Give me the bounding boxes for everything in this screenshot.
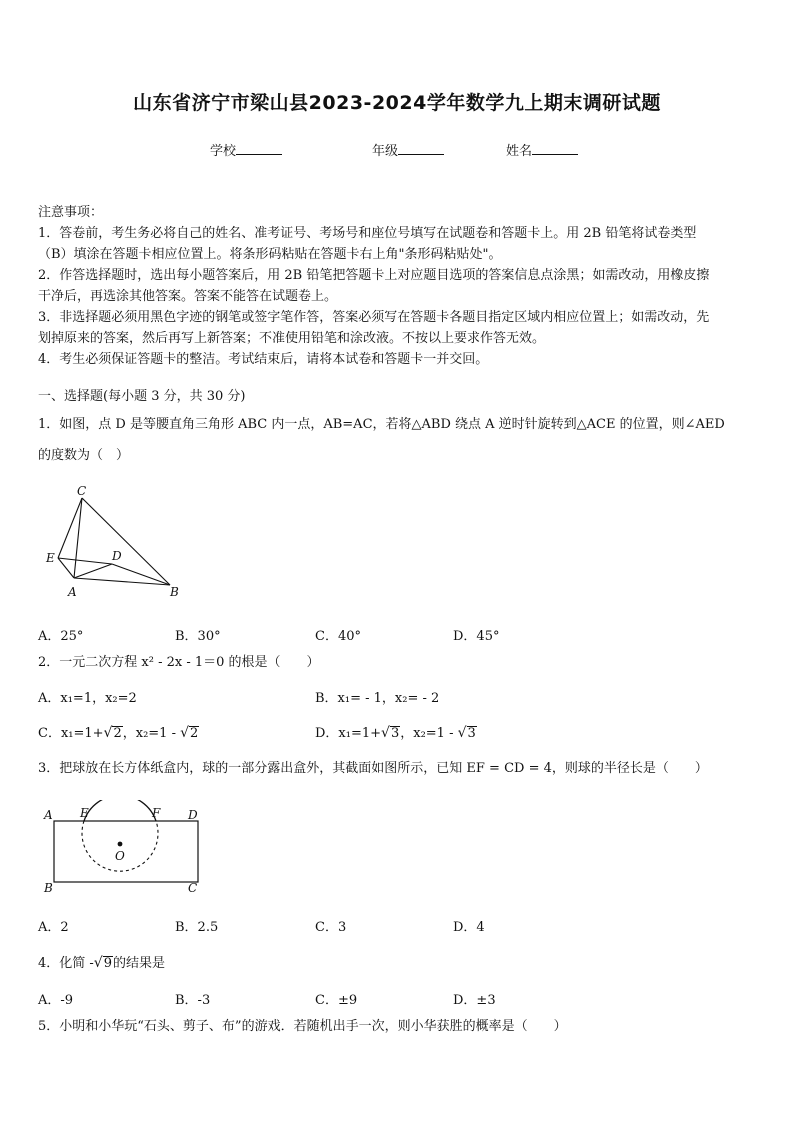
label-d: D [188, 808, 198, 822]
label-c: C [188, 881, 198, 895]
grade-blank [398, 142, 444, 155]
q1-triangle-figure [40, 484, 190, 602]
section-heading: 一、选择题(每小题 3 分，共 30 分) [38, 389, 246, 404]
q4-stem-prefix: 4．化简 - [38, 956, 94, 971]
school-label: 学校 [210, 144, 237, 159]
q1-stem-line2: 的度数为（ ） [38, 448, 130, 463]
q2-option-c[interactable] [38, 722, 199, 741]
segment-ad [74, 564, 112, 578]
note-line: 划掉原来的答案，然后再写上新答案；不准使用铅笔和涂改液。不按以上要求作答无效。 [38, 331, 546, 346]
label-o: O [115, 849, 125, 863]
grade-label: 年级 [372, 144, 399, 159]
note-line: （B）填涂在答题卡相应位置上。将条形码粘贴在答题卡右上角"条形码粘贴处"。 [38, 247, 502, 262]
q4-option-b[interactable]: B．-3 [175, 993, 211, 1008]
page-title: 山东省济宁市梁山县2023-2024学年数学九上期末调研试题 [133, 92, 661, 114]
sqrt-icon: √ [180, 725, 190, 741]
name-field [506, 140, 578, 159]
q3-stem: 3．把球放在长方体纸盒内，球的一部分露出盒外，其截面如图所示，已知 EF = CD = 4，则球的半径长是（ ） [38, 761, 708, 776]
q1-stem-line1: 1．如图，点 D 是等腰直角三角形 ABC 内一点，AB=AC，若将△ABD 绕点 A 逆时针旋转到△ACE 的位置，则∠AED [38, 417, 725, 432]
center-point-o [118, 842, 123, 847]
label-d: D [112, 549, 122, 563]
q4-stem [38, 952, 165, 971]
q3-option-d[interactable]: D．4 [453, 920, 485, 935]
q2-stem: 2．一元二次方程 x² - 2x - 1＝0 的根是（ ） [38, 655, 320, 670]
school-blank [236, 142, 282, 155]
sqrt-icon: √ [93, 955, 103, 971]
segment-ca [74, 498, 82, 578]
q4-option-a[interactable]: A．-9 [38, 993, 74, 1008]
q4-radicand: 9 [103, 956, 112, 971]
q2-option-a[interactable]: A．x₁=1，x₂=2 [38, 691, 137, 706]
name-blank [532, 142, 578, 155]
q2-c-radicand1: 2 [113, 726, 122, 741]
label-c: C [77, 484, 87, 498]
note-line: 3．非选择题必须用黑色字迹的钢笔或签字笔作答，答案必须写在答题卡各题目指定区域内相应位置上；如需改动，先 [38, 310, 710, 325]
q1-option-d[interactable]: D．45° [453, 629, 500, 644]
note-line: 4．考生必须保证答题卡的整洁。考试结束后，请将本试卷和答题卡一并交回。 [38, 352, 489, 367]
segment-cb [82, 498, 170, 585]
ball-arc-outside [84, 800, 156, 821]
segment-ed [58, 558, 112, 564]
segment-ab [74, 578, 170, 585]
note-line: 2．作答选择题时，选出每小题答案后，用 2B 铅笔把答题卡上对应题目选项的答案信息点涂黑；如需改动，用橡皮擦 [38, 268, 710, 283]
segment-ea [58, 558, 74, 578]
q2-option-d[interactable] [315, 722, 477, 741]
q1-option-b[interactable]: B．30° [175, 629, 221, 644]
segment-ce [58, 498, 82, 558]
q3-option-b[interactable]: B．2.5 [175, 920, 219, 935]
q2-c-middle: ，x₂=1 - [122, 726, 181, 741]
q4-option-d[interactable]: D．±3 [453, 993, 496, 1008]
label-e: E [80, 806, 89, 820]
sqrt-icon: √ [381, 725, 390, 741]
q1-option-c[interactable]: C．40° [315, 629, 361, 644]
label-a: A [44, 808, 53, 822]
q2-option-b[interactable]: B．x₁= - 1，x₂= - 2 [315, 691, 440, 706]
grade-field [372, 140, 444, 159]
q1-option-a[interactable]: A．25° [38, 629, 84, 644]
q2-d-radicand1: 3 [390, 726, 400, 741]
school-field [210, 140, 282, 159]
label-f: F [152, 806, 161, 820]
q5-stem: 5．小明和小华玩“石头、剪子、布”的游戏．若随机出手一次，则小华获胜的概率是（ ） [38, 1019, 567, 1034]
q2-d-radicand2: 3 [467, 726, 476, 741]
note-line: 干净后，再选涂其他答案。答案不能答在试题卷上。 [38, 289, 338, 304]
q3-option-c[interactable]: C．3 [315, 920, 347, 935]
q2-d-middle: ，x₂=1 - [400, 726, 458, 741]
label-e: E [46, 551, 55, 565]
q3-option-a[interactable]: A．2 [38, 920, 69, 935]
label-b: B [44, 881, 53, 895]
label-b: B [170, 585, 179, 599]
q3-box-ball-figure [40, 800, 210, 896]
q4-stem-suffix: 的结果是 [113, 956, 166, 971]
sqrt-icon: √ [103, 725, 113, 741]
q2-c-radicand2: 2 [190, 726, 199, 741]
note-line: 1．答卷前，考生务必将自己的姓名、准考证号、考场号和座位号填写在试题卷和答题卡上。用 2B 铅笔将试卷类型 [38, 226, 697, 241]
q2-d-prefix: D．x₁=1+ [315, 726, 382, 741]
notes-heading: 注意事项： [38, 205, 104, 220]
box-rectangle [54, 821, 198, 882]
name-label: 姓名 [506, 144, 533, 159]
sqrt-icon: √ [457, 725, 467, 741]
q4-option-c[interactable]: C．±9 [315, 993, 358, 1008]
q2-c-prefix: C．x₁=1+ [38, 726, 104, 741]
label-a: A [68, 585, 77, 599]
